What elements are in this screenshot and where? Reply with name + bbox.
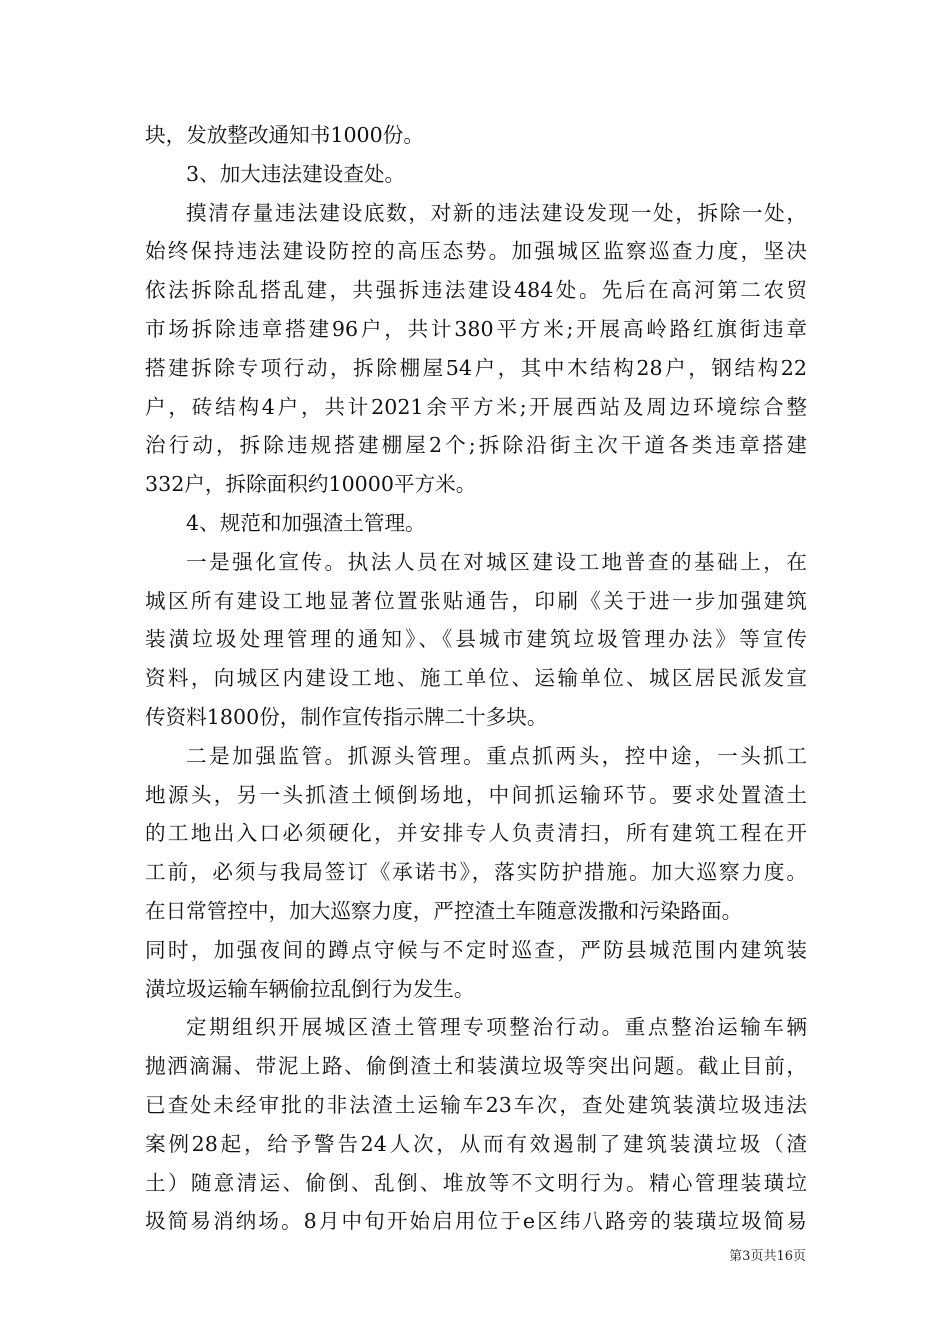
text-line: 户，砖结构4户，共计2021余平方米;开展西站及周边环境综合整	[145, 394, 807, 419]
text-line: 定期组织开展城区渣土管理专项整治行动。重点整治运输车辆	[186, 1015, 807, 1040]
document-body	[145, 116, 807, 1241]
text-line: 依法拆除乱搭乱建，共强拆违法建设484处。先后在高河第二农贸	[145, 278, 807, 303]
text-line: 圾简易消纳场。8月中旬开始启用位于e区纬八路旁的装璜垃圾简易	[145, 1209, 807, 1234]
text-line: 治行动，拆除违规搭建棚屋2个;拆除沿街主次干道各类违章搭建	[145, 433, 807, 458]
text-line: 抛洒滴漏、带泥上路、偷倒渣土和装潢垃圾等突出问题。截止目前，	[145, 1054, 807, 1079]
text-line: 地源头，另一头抓渣土倾倒场地，中间抓运输环节。要求处置渣土	[145, 782, 807, 807]
text-line: 已查处未经审批的非法渣土运输车23车次，查处建筑装潢垃圾违法	[145, 1092, 807, 1117]
text-line: 同时，加强夜间的蹲点守候与不定时巡查，严防县城范围内建筑装	[145, 937, 807, 962]
text-line: 332户，拆除面积约10000平方米。	[145, 472, 477, 497]
text-line: 装潢垃圾处理管理的通知》、《县城市建筑垃圾管理办法》等宣传	[145, 627, 807, 652]
page-number-footer: 第3页共16页	[729, 1249, 806, 1264]
text-line: 块，发放整改通知书1000份。	[145, 123, 424, 147]
text-line: 城区所有建设工地显著位置张贴通告，印刷《关于进一步加强建筑	[145, 588, 807, 613]
text-line: 二是加强监管。抓源头管理。重点抓两头，控中途，一头抓工	[186, 743, 807, 768]
text-line: 工前，必须与我局签订《承诺书》，落实防护措施。加大巡察力度。	[145, 860, 807, 885]
text-line: 资料，向城区内建设工地、施工单位、运输单位、城区居民派发宣	[145, 666, 807, 691]
text-line: 3、加大违法建设查处。	[186, 161, 406, 186]
text-line: 在日常管控中，加大巡察力度，严控渣土车随意泼撒和污染路面。	[145, 898, 743, 923]
text-line: 始终保持违法建设防控的高压态势。加强城区监察巡查力度，坚决	[145, 239, 807, 264]
text-line: 4、规范和加强渣土管理。	[186, 510, 426, 535]
text-line: 摸清存量违法建设底数，对新的违法建设发现一处，拆除一处，	[186, 200, 807, 225]
text-line: 的工地出入口必须硬化，并安排专人负责清扫，所有建筑工程在开	[145, 821, 807, 846]
text-line: 案例28起，给予警告24人次，从而有效遏制了建筑装潢垃圾（渣	[145, 1131, 807, 1156]
text-line: 传资料1800份，制作宣传指示牌二十多块。	[145, 704, 548, 729]
text-line: 土）随意清运、偷倒、乱倒、堆放等不文明行为。精心管理装璜垃	[145, 1170, 807, 1195]
text-line: 市场拆除违章搭建96户，共计380平方米;开展高岭路红旗街违章	[145, 316, 807, 341]
text-line: 搭建拆除专项行动，拆除棚屋54户，其中木结构28户，钢结构22	[145, 355, 807, 380]
text-line: 潢垃圾运输车辆偷拉乱倒行为发生。	[145, 976, 475, 1001]
text-line: 一是强化宣传。执法人员在对城区建设工地普查的基础上，在	[186, 549, 807, 574]
